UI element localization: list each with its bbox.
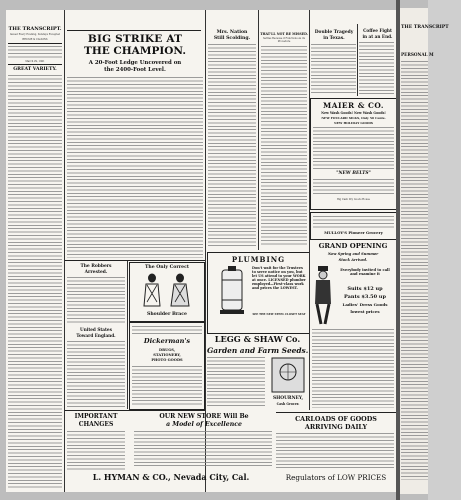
- grand-opening-line-2: Suits $12 up: [347, 286, 383, 292]
- column-rule: [357, 24, 358, 96]
- united-states-body: [67, 340, 125, 408]
- plumbing-title: PLUMBING: [231, 255, 286, 264]
- maier-brand: MAIER & CO.: [323, 101, 384, 110]
- sgourney-name: SHOURNEY,: [272, 396, 304, 401]
- maier-line-1: New Wash Goods! New Wash Goods!: [321, 111, 386, 115]
- store-subtitle: a Model of Excellence: [166, 421, 242, 428]
- great-variety-title: GREAT VARIETY.: [13, 67, 57, 72]
- dickerman-ad: [129, 322, 205, 410]
- robbers-column: [65, 261, 127, 409]
- grand-opening-line-4: Ladies' Dress Goods: [342, 302, 388, 307]
- column-4: [206, 10, 258, 492]
- maier-tag: Big Cash Dry Goods House: [337, 198, 370, 201]
- united-states-subtitle: Toward England.: [76, 333, 116, 338]
- nation-title: Mrs. Nation: [216, 30, 248, 35]
- newspaper-page: [6, 10, 396, 492]
- big-strike-body: [67, 76, 203, 258]
- tragedy-title: Double Tragedy: [314, 30, 354, 35]
- maier-feature: "NEW BELTS": [336, 171, 371, 176]
- dickerman-line-1: DRUGS,: [158, 348, 176, 352]
- grand-opening-line-3: Pants $3.50 up: [344, 294, 386, 300]
- right-section: PERSONAL M: [401, 52, 434, 57]
- ad-text: [132, 365, 202, 407]
- right-masthead: THE TRANSCRIPT: [401, 25, 449, 30]
- regulators-text: Regulators of LOW PRICES: [285, 473, 387, 482]
- ad-text: [313, 215, 394, 229]
- divider: [65, 410, 205, 411]
- date-line: March 29, 1901: [25, 60, 45, 63]
- coffee-body: [359, 41, 394, 95]
- mulloy-title: MULLOY'S Pioneer Grocery: [324, 230, 383, 235]
- masthead-subtitle: Issued Every Evening, Sundays Excepted: [9, 33, 61, 36]
- shoulder-brace-ad: [129, 262, 205, 322]
- shoulder-brace-footer: Shoulder Brace: [147, 312, 187, 317]
- column-1: [6, 10, 64, 492]
- grand-opening-title: GRAND OPENING: [318, 242, 388, 250]
- ad-text: [313, 178, 394, 196]
- nation-body: [208, 43, 256, 247]
- dickerman-line-3: PHOTO GOODS: [151, 358, 183, 362]
- hyman-firm: L. HYMAN & CO., Nevada City, Cal.: [92, 472, 250, 482]
- carloads-subtitle: ARRIVING DAILY: [304, 423, 368, 431]
- right-page-text: [401, 60, 428, 480]
- big-strike-headline-1: BIG STRIKE AT: [87, 33, 183, 45]
- divider: [67, 30, 201, 31]
- right-page-edge: [400, 8, 449, 494]
- divider: [276, 412, 396, 413]
- tragedy-subtitle: in Texas.: [323, 36, 345, 41]
- gentleman-figure-icon: [312, 266, 334, 326]
- masthead-publisher: BRUSIE & CALKINS: [22, 38, 48, 41]
- column-1-text: [8, 74, 62, 488]
- coffee-title: Coffee Fight: [363, 28, 392, 33]
- dickerman-line-2: STATIONERY,: [153, 353, 181, 357]
- store-title: OUR NEW STORE Will Be: [159, 413, 249, 420]
- grand-opening-subtitle-2: Stock Arrived.: [338, 258, 368, 262]
- carloads-title: CARLOADS OF GOODS: [295, 415, 377, 423]
- coffee-subtitle: in at an End.: [362, 34, 393, 39]
- ad-text: [132, 325, 202, 335]
- plumbing-body: Don't wait for the Trustees to serve notice on you, but let US attend to your WORK at once. LICENSED plumber employed—First-class work and prices the LOWEST.: [252, 266, 306, 291]
- only-correct-title: The Only Correct: [144, 265, 190, 270]
- water-heater-icon: [212, 266, 252, 318]
- thatll-subtitle: Settles Because it Functions As its Procedure: [263, 37, 305, 44]
- garden-seeds-title: Garden and Farm Seeds.: [207, 346, 309, 355]
- grand-opening-subtitle: New Spring and Summer: [327, 252, 379, 256]
- robbers-body: [67, 276, 125, 324]
- divider: [8, 64, 62, 65]
- plumbing-ad: [207, 252, 310, 334]
- maier-ad: [310, 98, 397, 210]
- big-strike-subhead-1: A 20-Foot Ledge Uncovered on: [88, 60, 182, 66]
- carloads-body: [276, 432, 394, 468]
- subscription-text: [8, 45, 62, 59]
- dickerman-title: Dickerman's: [143, 337, 191, 345]
- sgourney-tag: Cash Grocer.: [276, 402, 300, 406]
- brace-illustration-icon: [136, 272, 198, 310]
- maier-line-3: NEW HOLIDAY GOODS: [334, 121, 373, 125]
- grand-opening-ad: [310, 240, 396, 412]
- grand-opening-line-1: Everybody invited to call and examine it: [340, 268, 390, 277]
- nation-subtitle: Still Scolding.: [213, 36, 251, 41]
- big-strike-subhead-2: the 2400-Foot Level.: [104, 67, 166, 73]
- thatll-body: [261, 45, 307, 247]
- grand-opening-body: [312, 328, 394, 408]
- robbers-title: The Robbers: [80, 264, 112, 269]
- plumbing-note: SEE THE NEW STEEL CLOSET SEAT: [252, 313, 306, 316]
- united-states-title: United States: [80, 327, 112, 332]
- big-strike-headline-2: THE CHAMPION.: [84, 45, 186, 57]
- grand-opening-line-5: lowest prices: [350, 309, 380, 314]
- tragedy-body: [311, 43, 356, 95]
- ad-text: [313, 126, 394, 170]
- divider: [8, 43, 62, 44]
- important-subtitle: CHANGES: [78, 421, 114, 428]
- important-body: [67, 430, 125, 470]
- thatll-title: THAT'LL NOT BE MISSED.: [260, 32, 308, 36]
- mulloy-ad: [310, 212, 397, 240]
- seed-packet-icon: [268, 356, 308, 396]
- legg-shaw-firm: LEGG & SHAW Co.: [214, 334, 301, 344]
- robbers-subtitle: Arrested.: [84, 270, 108, 275]
- column-rule: [127, 261, 128, 409]
- maier-line-2: NEW FOULARD SILKS, Only 50 Cents.: [321, 116, 386, 120]
- important-title: IMPORTANT: [74, 413, 118, 420]
- seeds-text: [207, 356, 265, 408]
- masthead-title: THE TRANSCRIPT.: [8, 26, 62, 32]
